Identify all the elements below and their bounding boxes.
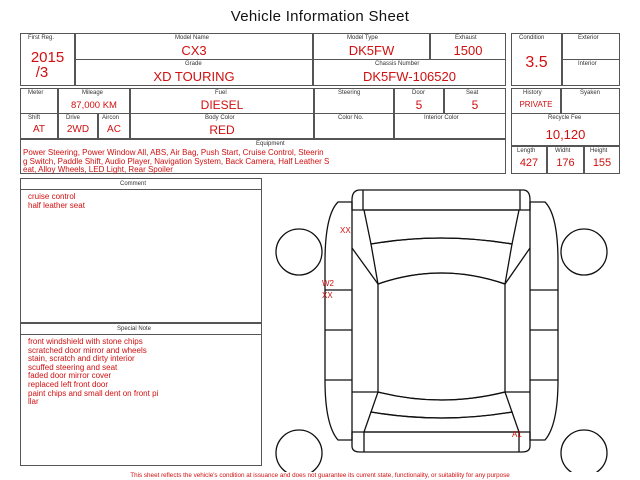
equipment-label: Equipment bbox=[256, 141, 285, 147]
wheel-front-right bbox=[561, 229, 607, 275]
exhaust-label: Exhaust bbox=[455, 35, 477, 41]
steering-label: Steering bbox=[338, 90, 361, 96]
special-note-line: stain, scratch and dirty interior bbox=[28, 354, 135, 364]
aircon-label: Aircon bbox=[102, 115, 120, 121]
model-type-value: DK5FW bbox=[348, 43, 395, 58]
sheet-title: Vehicle Information Sheet bbox=[230, 8, 410, 25]
recycle-fee-value: 10,120 bbox=[545, 127, 586, 142]
roof bbox=[378, 273, 505, 400]
history-label: History bbox=[523, 90, 542, 96]
rear-window bbox=[371, 392, 512, 418]
model-name-label: Model Name bbox=[175, 35, 210, 41]
special-note-line: paint chips and small dent on front pi bbox=[28, 388, 159, 398]
condition-value: 3.5 bbox=[525, 54, 548, 71]
drive-value: 2WD bbox=[66, 124, 90, 135]
grade-value: XD TOURING bbox=[153, 69, 235, 84]
mileage-label: Mileage bbox=[82, 90, 104, 96]
grade-label: Grade bbox=[185, 61, 202, 67]
wheel-front-left bbox=[276, 229, 322, 275]
model-type-label: Model Type bbox=[347, 35, 378, 41]
special-note-line: scuffed steering and seat bbox=[28, 362, 118, 372]
special-note-line: replaced left front door bbox=[28, 379, 109, 389]
shift-label: Shift bbox=[28, 115, 41, 121]
recycle-fee-label: Recycle Fee bbox=[548, 115, 582, 121]
mileage-value: 87,000 KM bbox=[71, 100, 117, 111]
first-reg-year: 2015 bbox=[30, 49, 65, 66]
seat-label: Seat bbox=[466, 90, 479, 96]
left-side-profile bbox=[325, 202, 352, 440]
trunk bbox=[364, 412, 519, 432]
condition-label: Condition bbox=[519, 35, 545, 41]
width-label: Widht bbox=[555, 148, 571, 154]
special-note-line: front windshield with stone chips bbox=[28, 337, 143, 346]
chassis-label: Chassis Number bbox=[375, 61, 420, 67]
equipment-line: Power Steering, Power Window All, ABS, Air Bag, Push Start, Cruise Control, Steerin bbox=[23, 148, 324, 157]
width-value: 176 bbox=[556, 157, 575, 169]
special-note-line: llar bbox=[28, 397, 39, 407]
first-reg-month: /3 bbox=[35, 64, 49, 81]
comment-text bbox=[28, 193, 85, 210]
door-label: Door bbox=[412, 90, 426, 96]
door-value: 5 bbox=[415, 98, 423, 112]
special-note-line: faded door mirror cover bbox=[28, 371, 112, 381]
hood bbox=[364, 210, 519, 244]
wheel-rear-right bbox=[561, 430, 607, 472]
drive-label: Drive bbox=[66, 115, 81, 121]
special-note-label: Special Note bbox=[117, 326, 152, 332]
interior-label: Interior bbox=[578, 61, 597, 67]
color-no-label: Color No. bbox=[338, 115, 364, 121]
equipment-text bbox=[23, 149, 505, 175]
car-damage-diagram bbox=[268, 180, 628, 472]
first-reg-label: First Reg. bbox=[28, 35, 55, 41]
interior-color-label: Interior Color bbox=[424, 115, 459, 121]
special-note-line: scratched door mirror and wheels bbox=[28, 345, 147, 355]
rear-bumper bbox=[352, 432, 530, 452]
body-color-value: RED bbox=[209, 123, 235, 137]
right-side-profile bbox=[530, 202, 558, 440]
special-note-text bbox=[28, 338, 158, 407]
model-name-value: CX3 bbox=[181, 43, 207, 58]
fuel-label: Fuel bbox=[215, 90, 227, 96]
exterior-label: Exterior bbox=[578, 35, 599, 41]
body-color-label: Body Color bbox=[205, 115, 235, 121]
exhaust-value: 1500 bbox=[453, 43, 483, 58]
disclaimer-footer: This sheet reflects the vehicle's condition at issuance and does not guarantee its current state, functionality, or suitability for any purpose bbox=[130, 472, 510, 479]
history-value: PRIVATE bbox=[519, 100, 553, 109]
comment-label: Comment bbox=[120, 181, 147, 187]
height-value: 155 bbox=[592, 157, 612, 169]
equipment-line: g Switch, Paddle Shift, Audio Player, Navigation System, Back Camera, Half Leather S bbox=[23, 156, 330, 166]
fuel-value: DIESEL bbox=[200, 98, 244, 112]
damage-mark: W2 bbox=[322, 279, 334, 288]
comment-line: half leather seat bbox=[28, 200, 85, 210]
shift-value: AT bbox=[32, 124, 46, 135]
damage-mark: XX bbox=[322, 291, 333, 300]
length-label: Length bbox=[517, 148, 536, 154]
windshield bbox=[371, 238, 512, 284]
comment-line: cruise control bbox=[28, 192, 76, 201]
damage-mark: XX bbox=[340, 226, 351, 235]
height-label: Height bbox=[590, 148, 608, 154]
length-value: 427 bbox=[519, 157, 539, 169]
equipment-line: eat, Alloy Wheels, LED Light, Rear Spoiler bbox=[23, 165, 173, 175]
wheel-rear-left bbox=[276, 430, 322, 472]
syaken-label: Syaken bbox=[580, 90, 601, 96]
meter-label: Meter bbox=[28, 90, 44, 96]
aircon-value: AC bbox=[107, 124, 121, 135]
seat-value: 5 bbox=[471, 98, 479, 112]
front-bumper bbox=[352, 190, 530, 210]
chassis-value: DK5FW-106520 bbox=[363, 69, 456, 84]
damage-mark: A1 bbox=[512, 430, 522, 439]
